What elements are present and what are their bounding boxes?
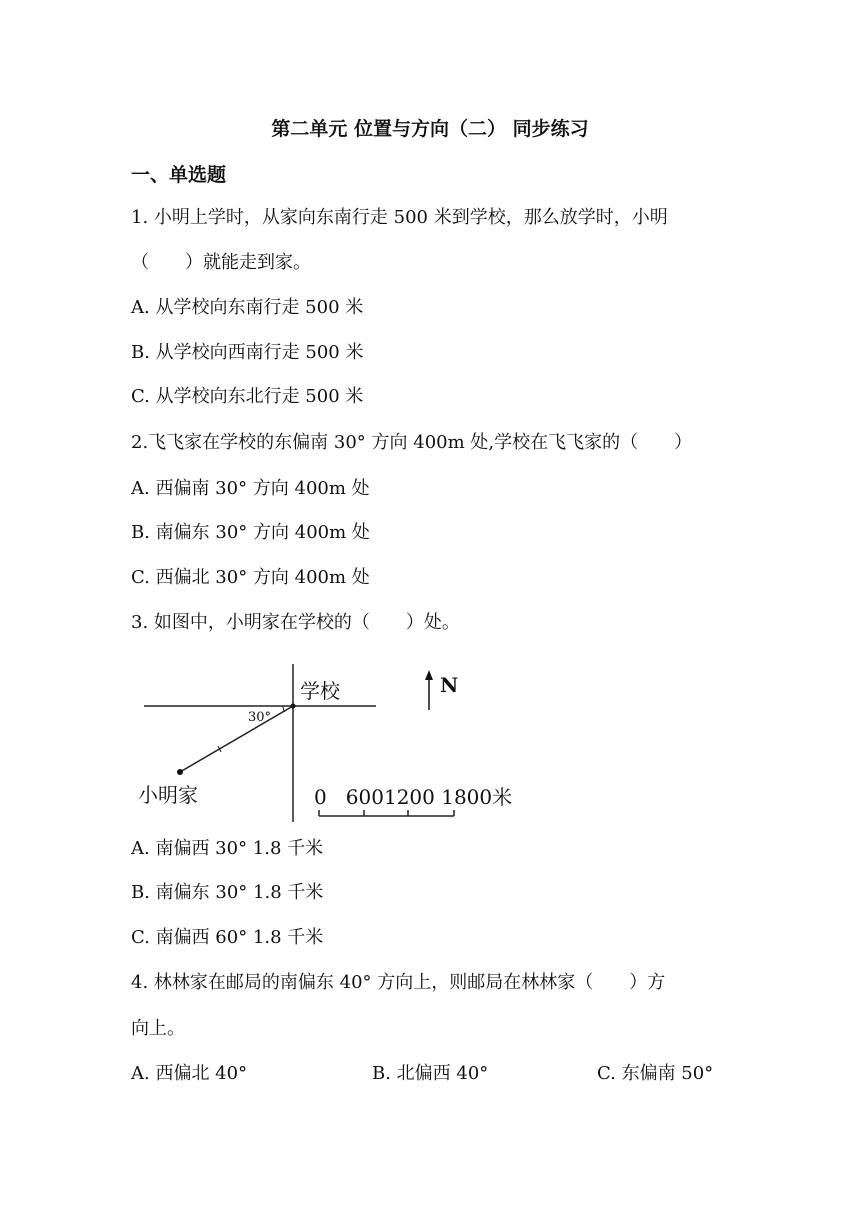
question-4-text-cont: 向上。 [131,1018,185,1039]
question-2-option-b: B. 南偏东 30° 方向 400m 处 [131,522,370,543]
section-heading: 一、单选题 [131,164,227,186]
angle-label: 30° [248,710,272,725]
question-4-option-a: A. 西偏北 40° [131,1063,248,1084]
question-2-text: 2.飞飞家在学校的东偏南 30° 方向 400m 处,学校在飞飞家的（ ） [131,432,693,453]
home-label: 小明家 [138,783,198,807]
home-point [177,769,183,775]
question-1-option-a: A. 从学校向东南行走 500 米 [131,297,364,318]
question-1-text-cont: （ ）就能走到家。 [131,252,311,273]
home-path-line [180,706,293,772]
question-3-option-b: B. 南偏东 30° 1.8 千米 [131,882,324,903]
direction-figure [130,656,530,828]
question-3-option-a: A. 南偏西 30° 1.8 千米 [131,838,324,859]
question-4-option-c: C. 东偏南 50° [597,1063,714,1084]
question-3-text: 3. 如图中，小明家在学校的（ ）处。 [131,612,460,633]
question-4-option-b: B. 北偏西 40° [372,1063,489,1084]
north-arrow-head [425,670,433,680]
scale-label: 0 6001200 1800米 [314,785,513,809]
page-title: 第二单元 位置与方向（二） 同步练习 [271,118,589,140]
north-label: N [440,673,459,697]
question-1-text: 1. 小明上学时，从家向东南行走 500 米到学校，那么放学时，小明 [131,207,668,228]
question-1-option-b: B. 从学校向西南行走 500 米 [131,342,364,363]
question-3-option-c: C. 南偏西 60° 1.8 千米 [131,927,324,948]
question-1-option-c: C. 从学校向东北行走 500 米 [131,386,364,407]
question-4-text: 4. 林林家在邮局的南偏东 40° 方向上，则邮局在林林家（ ）方 [131,972,666,993]
school-label: 学校 [300,679,340,703]
question-2-option-a: A. 西偏南 30° 方向 400m 处 [131,478,370,499]
question-2-option-c: C. 西偏北 30° 方向 400m 处 [131,567,370,588]
